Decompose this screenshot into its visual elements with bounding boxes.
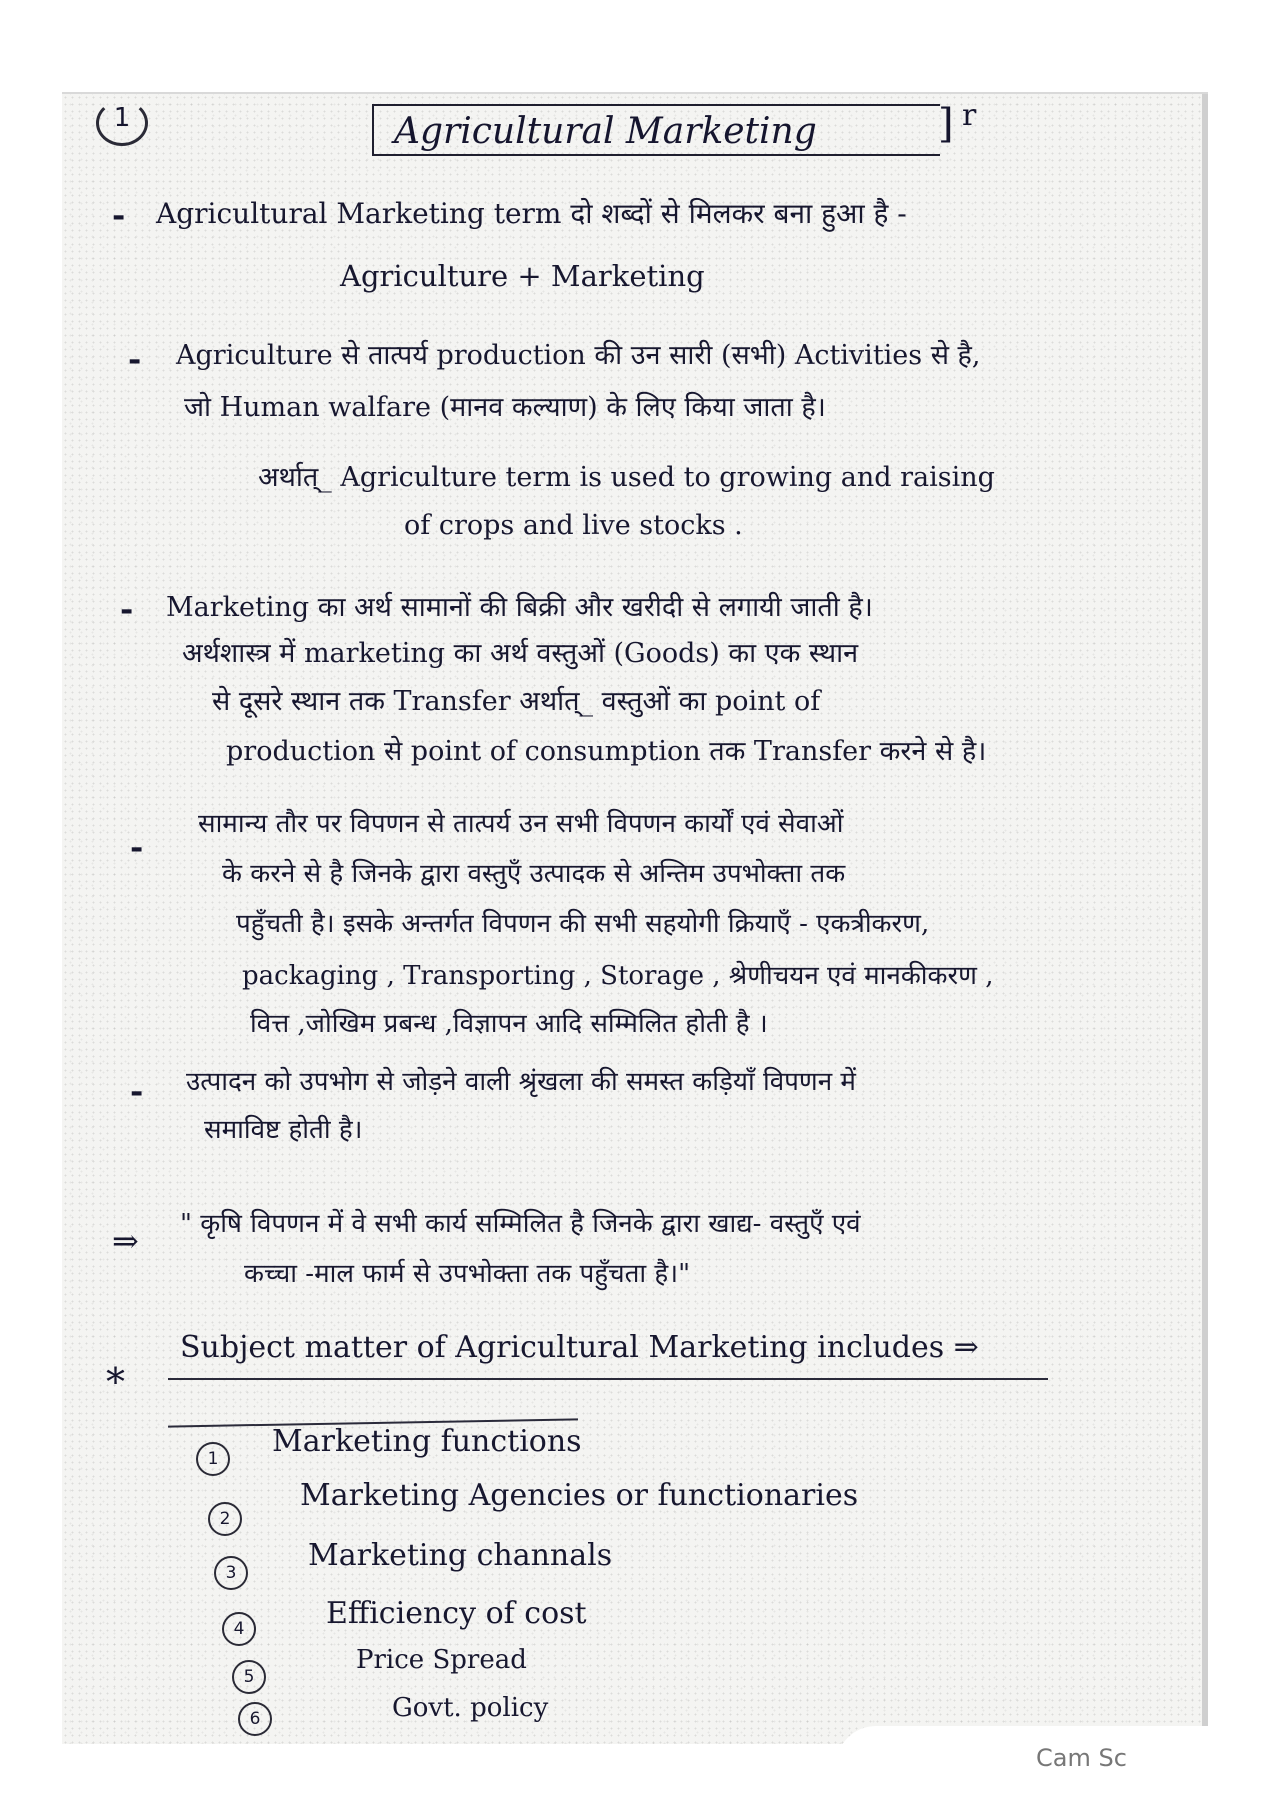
bullet-dash: - xyxy=(120,590,134,628)
heading-underline xyxy=(168,1378,1048,1380)
text-line: पहुँचती है। इसके अन्तर्गत विपणन की सभी सहयोगी क्रियाएँ - एकत्रीकरण, xyxy=(236,909,930,939)
item-number: 3 xyxy=(214,1556,248,1590)
page-title: Agricultural Marketing xyxy=(372,104,940,156)
bullet-dash: - xyxy=(130,828,144,866)
list-item: Govt. policy xyxy=(392,1693,549,1723)
title-bracket: ] xyxy=(938,101,954,147)
list-item: Marketing channals xyxy=(308,1538,613,1573)
text-line: से दूसरे स्थान तक Transfer अर्थात्_ वस्तुओं का point of xyxy=(212,686,821,717)
text-line: Marketing का अर्थ सामानों की बिक्री और खरीदी से लगायी जाती है। xyxy=(166,592,873,623)
item-number: 5 xyxy=(232,1660,266,1694)
text-line: Agricultural Marketing term दो शब्दों से मिलकर बना हुआ है - xyxy=(156,197,907,230)
list-item: Marketing functions xyxy=(272,1424,582,1459)
quote-line: कच्चा -माल फार्म से उपभोक्ता तक पहुँचता है।" xyxy=(244,1259,691,1289)
text-line: अर्थशास्त्र में marketing का अर्थ वस्तुओं (Goods) का एक स्थान xyxy=(182,638,859,669)
scanner-watermark: Cam Sc xyxy=(1036,1744,1127,1772)
list-item: Price Spread xyxy=(356,1645,527,1675)
item-number: 6 xyxy=(238,1702,272,1736)
text-line: सामान्य तौर पर विपणन से तात्पर्य उन सभी विपणन कार्यों एवं सेवाओं xyxy=(198,809,844,839)
text-line: समाविष्ट होती है। xyxy=(204,1115,363,1145)
bullet-dash: - xyxy=(128,340,142,378)
bullet-dash: - xyxy=(130,1072,144,1110)
item-number: 2 xyxy=(208,1502,242,1536)
page-number: 1 xyxy=(96,100,148,146)
text-line: के करने से है जिनके द्वारा वस्तुएँ उत्पादक से अन्तिम उपभोक्ता तक xyxy=(222,859,846,889)
text-line: अर्थात्_ Agriculture term is used to growing and raising xyxy=(258,462,995,493)
quote-line: " कृषि विपणन में वे सभी कार्य सम्मिलित है जिनके द्वारा खाद्य- वस्तुएँ एवं xyxy=(180,1209,861,1239)
item-number: 4 xyxy=(222,1612,256,1646)
list-item: Marketing Agencies or functionaries xyxy=(300,1478,859,1513)
title-tick-mark: r xyxy=(962,98,977,133)
text-line: production से point of consumption तक Transfer करने से है। xyxy=(226,736,987,767)
text-line: उत्पादन को उपभोग से जोड़ने वाली श्रृंखला की समस्त कड़ियाँ विपणन में xyxy=(186,1067,856,1097)
bullet-dash: - xyxy=(112,196,126,234)
subject-heading: Subject matter of Agricultural Marketing includes ⇒ xyxy=(180,1330,979,1365)
text-line: जो Human walfare (मानव कल्याण) के लिए किया जाता है। xyxy=(184,392,826,423)
text-line: Agriculture से तात्पर्य production की उन सारी (सभी) Activities से है, xyxy=(176,340,981,371)
arrow-bullet: ⇒ xyxy=(112,1222,139,1260)
item-number: 1 xyxy=(196,1442,230,1476)
star-bullet: * xyxy=(106,1360,125,1404)
text-line: packaging , Transporting , Storage , श्रेणीचयन एवं मानकीकरण , xyxy=(242,961,994,991)
text-line: वित्त ,जोखिम प्रबन्ध ,विज्ञापन आदि सम्मिलित होती है । xyxy=(250,1009,768,1039)
text-line: of crops and live stocks . xyxy=(404,510,743,541)
list-item: Efficiency of cost xyxy=(326,1596,587,1631)
text-line: Agriculture + Marketing xyxy=(340,259,705,293)
